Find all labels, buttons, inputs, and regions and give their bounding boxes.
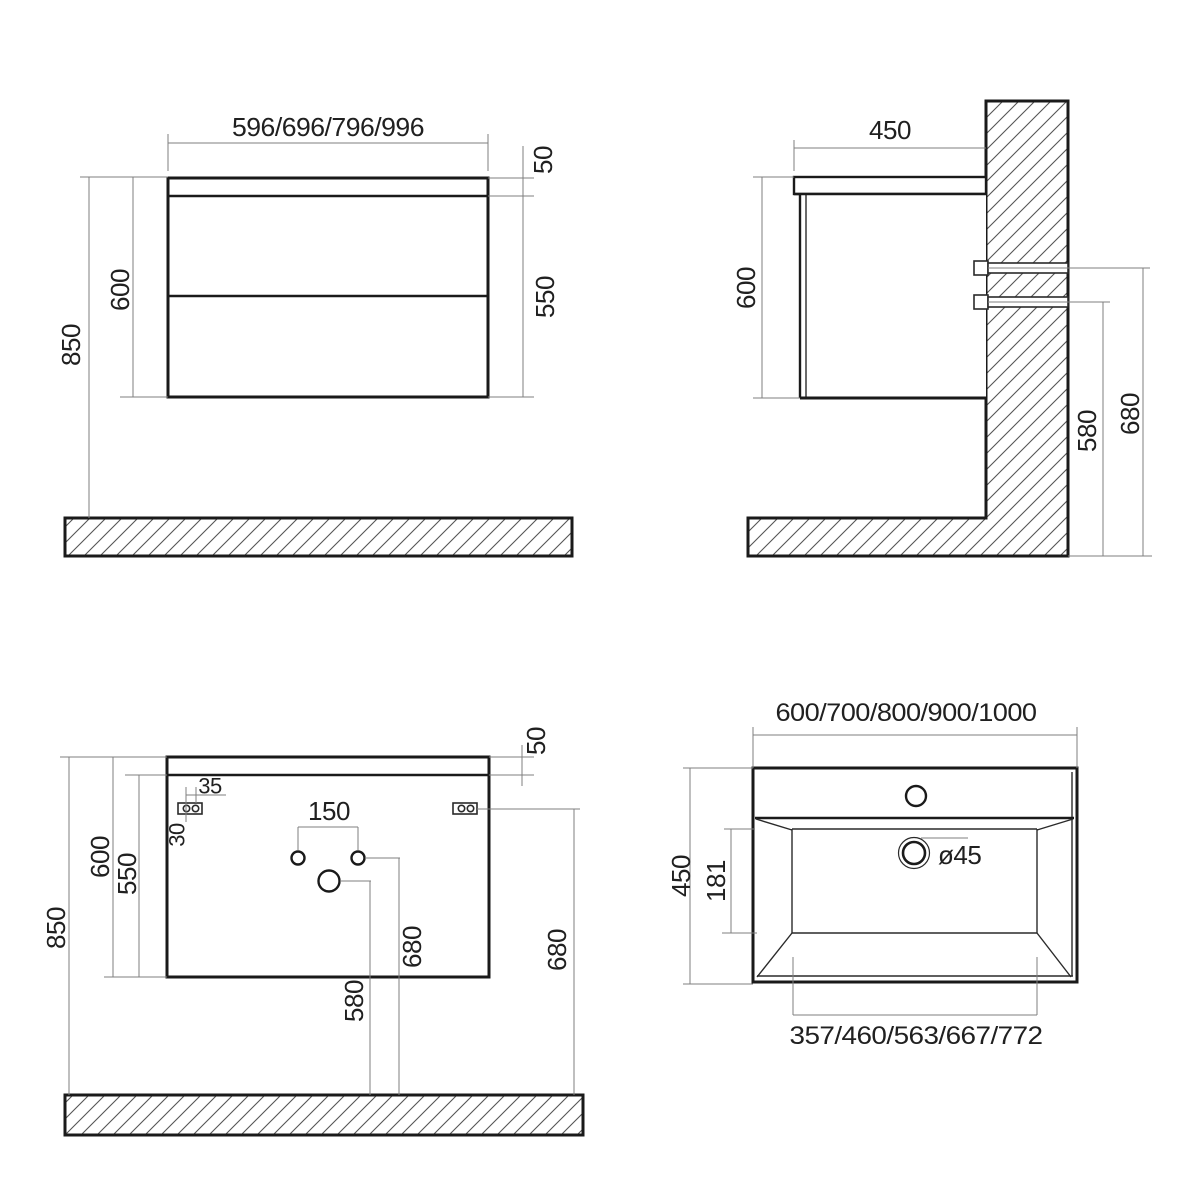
- countertop-profile: [794, 177, 986, 194]
- basin-view: [666, 699, 1077, 1050]
- bracket-hole-spacing-label: 35: [198, 773, 222, 799]
- floor-hatch-section: [65, 1095, 583, 1135]
- basin-width-options-label: 600/700/800/900/1000: [775, 699, 1037, 727]
- rear-drawer-stack-height-label: 550: [112, 853, 142, 895]
- front-view: [56, 112, 572, 556]
- lower-bracket-height-label: 580: [1072, 410, 1102, 452]
- bracket-screw-hole: [192, 805, 198, 811]
- top-panel-height-label: 50: [528, 146, 558, 174]
- drain-outlet-hole: [319, 871, 340, 892]
- drain-diameter-label: ø45: [938, 840, 982, 870]
- drain-height-label: 580: [339, 980, 369, 1022]
- faucet-mount-hole: [352, 852, 365, 865]
- side-cabinet-height-label: 600: [731, 267, 761, 309]
- rear-total-height-label: 850: [41, 907, 71, 949]
- bowl-width-options-label: 357/460/563/667/772: [789, 1022, 1043, 1050]
- bracket-height-label: 680: [542, 929, 572, 971]
- bowl-depth-label: 181: [701, 860, 731, 902]
- rear-view: [41, 727, 583, 1135]
- bracket-screw-hole: [467, 805, 473, 811]
- lower-bracket-head: [974, 295, 988, 309]
- upper-bracket-height-label: 680: [1115, 393, 1145, 435]
- faucet-hole: [906, 786, 926, 806]
- upper-bracket-head: [974, 261, 988, 275]
- bracket-offset-label: 30: [164, 823, 190, 847]
- basin-depth-label: 450: [666, 855, 696, 897]
- cabinet-body-fill: [800, 194, 986, 398]
- side-view: [731, 101, 1152, 556]
- total-height-label: 850: [56, 324, 86, 366]
- depth-label: 450: [869, 115, 911, 145]
- hole-height-label: 680: [397, 926, 427, 968]
- rear-cabinet-height-label: 600: [85, 836, 115, 878]
- floor-hatch-section: [65, 518, 572, 556]
- faucet-hole-spacing-label: 150: [308, 796, 350, 826]
- width-options-label: 596/696/796/996: [232, 112, 425, 142]
- bracket-screw-hole: [458, 805, 464, 811]
- drain-hole: [903, 842, 925, 864]
- faucet-mount-hole: [292, 852, 305, 865]
- cabinet-height-label: 600: [105, 269, 135, 311]
- cabinet-outline: [168, 178, 488, 397]
- drawer-stack-height-label: 550: [530, 276, 560, 318]
- rear-top-panel-height-label: 50: [521, 727, 551, 755]
